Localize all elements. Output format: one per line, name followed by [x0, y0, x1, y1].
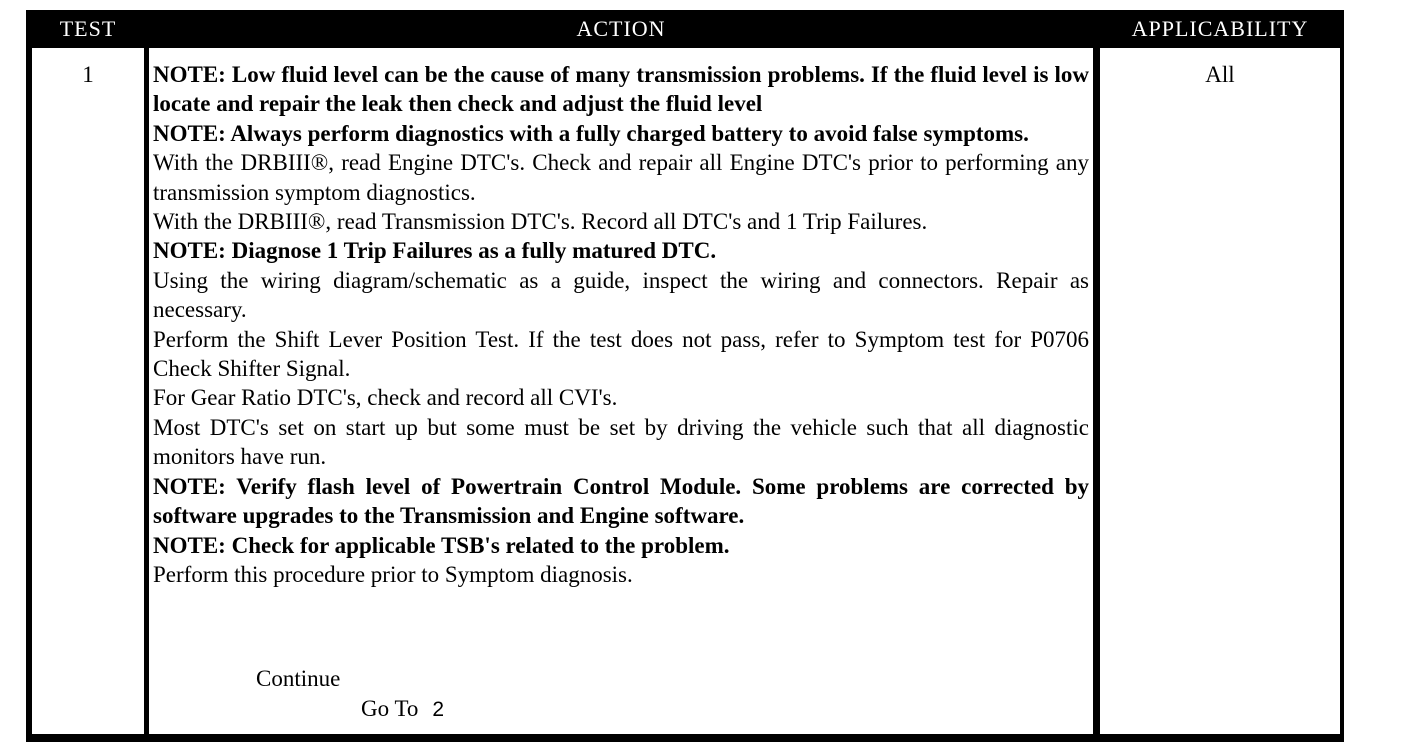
step-driving-monitors: Most DTC's set on start up but some must be set by driving the vehicle such that all diagnostic monitors have run. — [153, 414, 1089, 470]
step-shift-lever-test: Perform the Shift Lever Position Test. If the test does not pass, refer to Symptom test for P0706 Check Shifter Signal. — [153, 326, 1089, 382]
step-wiring-inspection: Using the wiring diagram/schematic as a guide, inspect the wiring and connectors. Repair as necessary. — [153, 267, 1089, 323]
diagnostic-table — [26, 10, 1344, 742]
test-cell — [32, 48, 144, 734]
step-perform-procedure: Perform this procedure prior to Symptom diagnosis. — [153, 561, 633, 587]
action-cell — [149, 48, 1093, 734]
header-applicability: APPLICABILITY — [1131, 16, 1309, 41]
step-gear-ratio: For Gear Ratio DTC's, check and record all CVI's. — [153, 385, 618, 411]
applicability-value: All — [1205, 62, 1235, 87]
header-action: ACTION — [576, 16, 666, 41]
goto-link[interactable] — [361, 696, 444, 722]
note-charged-battery: NOTE: Always perform diagnostics with a fully charged battery to avoid false symptoms. — [153, 120, 1029, 146]
note-check-tsb: NOTE: Check for applicable TSB's related to the problem. — [153, 532, 730, 558]
goto-label: Go To — [361, 696, 419, 721]
note-trip-failures: NOTE: Diagnose 1 Trip Failures as a fully matured DTC. — [153, 238, 717, 264]
continue-label: Continue — [256, 666, 341, 691]
step-engine-dtc: With the DRBIII®, read Engine DTC's. Check and repair all Engine DTC's prior to performing any transmission symptom diagnostics. — [153, 150, 1089, 205]
note-flash-level: NOTE: Verify flash level of Powertrain Control Module. Some problems are corrected by software upgrades to the Transmission and Engine software. — [153, 473, 1089, 529]
table-header — [26, 10, 1344, 46]
goto-target[interactable]: 2 — [432, 698, 445, 721]
applicability-cell — [1100, 48, 1340, 734]
header-test: TEST — [59, 16, 117, 41]
note-low-fluid: NOTE: Low fluid level can be the cause of many transmission problems. If the fluid level is low locate and repair the leak then check and adjust the fluid level — [153, 62, 1089, 117]
test-number: 1 — [82, 62, 94, 87]
step-transmission-dtc: With the DRBIII®, read Transmission DTC's. Record all DTC's and 1 Trip Failures. — [153, 209, 928, 235]
action-text — [153, 60, 1089, 589]
